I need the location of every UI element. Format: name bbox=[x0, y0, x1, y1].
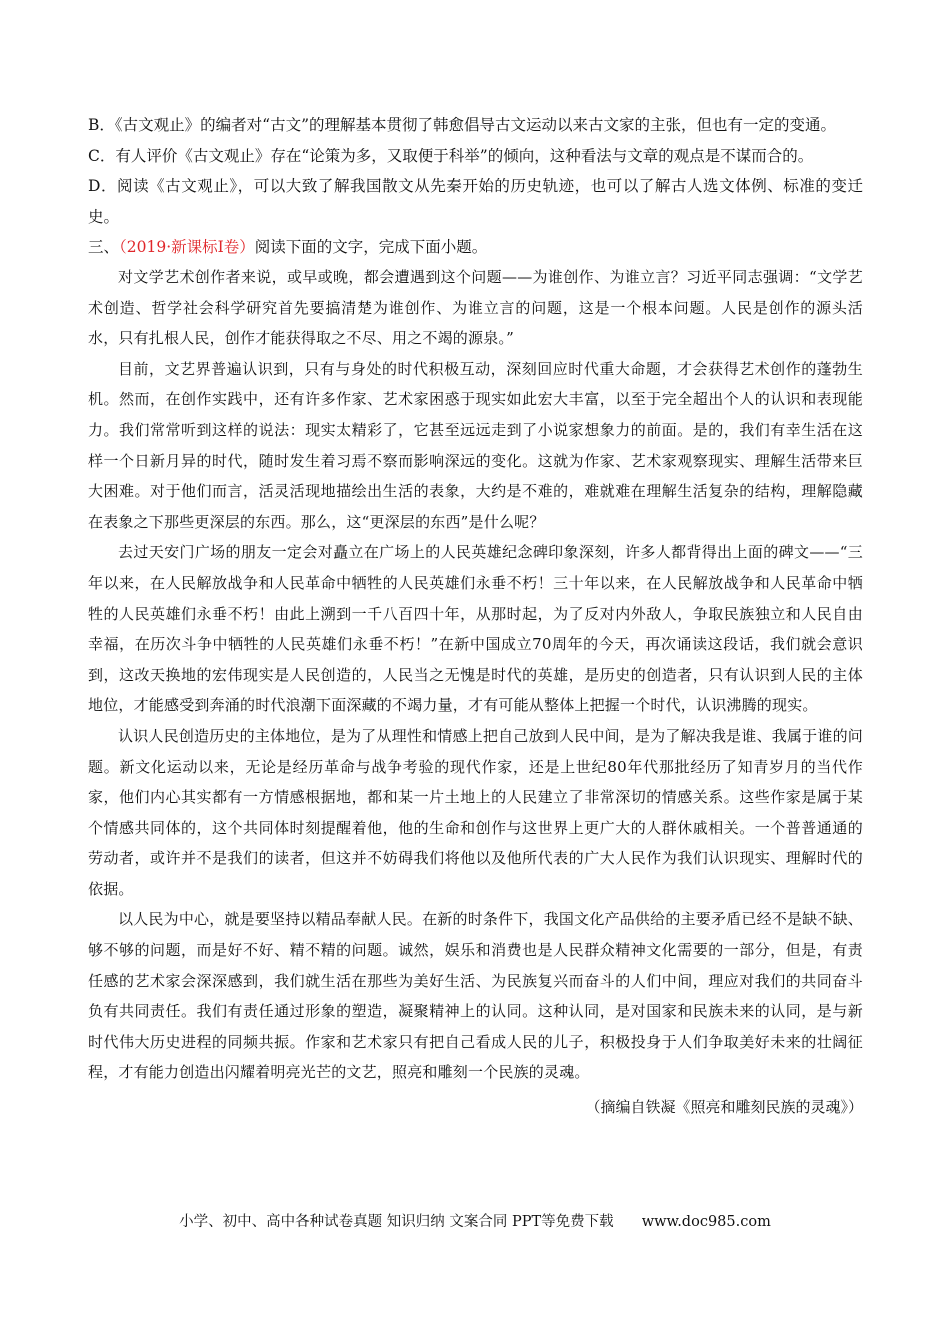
option-b: B．《古文观止》的编者对“古文”的理解基本贯彻了韩愈倡导古文运动以来古文家的主张，但也有一定的变通。 bbox=[88, 116, 836, 134]
passage-paragraph-2: 目前，文艺界普遍认识到，只有与身处的时代积极互动，深刻回应时代重大命题，才会获得艺术创作的蓬勃生机。然而，在创作实践中，还有许多作家、艺术家困惑于现实如此宏大丰富，以至于完全超出个人的认识和表现能力。我们常常听到这样的说法：现实太精彩了，它甚至远远走到了小说家想象力的前面。是的，我们有幸生活在这样一个日新月异的时代，随时发生着习焉不察而影响深远的变化。这就为作家、艺术家观察现实、理解生活带来巨大困难。对于他们而言，活灵活现地描绘出生活的表象，大约是不难的，难就难在理解生活复杂的结构，理解隐藏在表象之下那些更深层的东西。那么，这“更深层的东西”是什么呢？ bbox=[88, 359, 863, 531]
option-c: C．有人评价《古文观止》存在“论策为多，又取便于科举”的倾向，这种看法与文章的观点是不谋而合的。 bbox=[88, 146, 814, 165]
page-footer bbox=[0, 1210, 950, 1234]
section-number: 三、 bbox=[88, 238, 120, 256]
option-d: D．阅读《古文观止》，可以大致了解我国散文从先秦开始的历史轨迹，也可以了解古人选文体例、标准的变迁史。 bbox=[88, 177, 863, 226]
passage-citation: （摘编自铁凝《照亮和雕刻民族的灵魂》） bbox=[585, 1098, 863, 1117]
passage-paragraph-3: 去过天安门广场的朋友一定会对矗立在广场上的人民英雄纪念碑印象深刻，许多人都背得出上面的碑文——“三年以来，在人民解放战争和人民革命中牺牲的人民英雄们永垂不朽！三十年以来，在人民解放战争和人民革命中牺牲的人民英雄们永垂不朽！由此上溯到一千八百四十年，从那时起，为了反对内外敌人，争取民族独立和人民自由幸福，在历次斗争中牺牲的人民英雄们永垂不朽！”在新中国成立70周年的今天，再次诵读这段话，我们就会意识到，这改天换地的宏伟现实是人民创造的，人民当之无愧是时代的英雄，是历史的创造者，只有认识到人民的主体地位，才能感受到奔涌的时代浪潮下面深藏的不竭力量，才有可能从整体上把握一个时代，认识沸腾的现实。 bbox=[88, 543, 863, 715]
passage-paragraph-1: 对文学艺术创作者来说，或早或晚，都会遭遇到这个问题——为谁创作、为谁立言？习近平同志强调：“文学艺术创造、哲学社会科学研究首先要搞清楚为谁创作、为谁立言的问题，这是一个根本问题。人民是创作的源头活水，只有扎根人民，创作才能获得取之不尽、用之不竭的源泉。” bbox=[88, 268, 863, 348]
passage-paragraph-5: 以人民为中心，就是要坚持以精品奉献人民。在新的时条件下，我国文化产品供给的主要矛盾已经不是缺不缺、够不够的问题，而是好不好、精不精的问题。诚然，娱乐和消费也是人民群众精神文化需要的一部分，但是，有责任感的艺术家会深深感到，我们就生活在那些为美好生活、为民族复兴而奋斗的人们中间，理应对我们的共同奋斗负有共同责任。我们有责任通过形象的塑造，凝聚精神上的认同。这种认同，是对国家和民族未来的认同，是与新时代伟大历史进程的同频共振。作家和艺术家只有把自己看成人民的儿子，积极投身于人们争取美好未来的壮阔征程，才有能力创造出闪耀着明亮光芒的文艺，照亮和雕刻一个民族的灵魂。 bbox=[88, 910, 863, 1082]
section-instruction: 阅读下面的文字，完成下面小题。 bbox=[254, 238, 488, 256]
footer-site: www.doc985.com bbox=[641, 1214, 771, 1230]
footer-text: 小学、初中、高中各种试卷真题 知识归纳 文案合同 PPT等免费下载 bbox=[179, 1214, 614, 1230]
exam-source: （2019·新课标I卷） bbox=[119, 238, 255, 256]
document-page bbox=[88, 110, 863, 1122]
section-heading bbox=[88, 232, 863, 262]
passage-paragraph-4: 认识人民创造历史的主体地位，是为了从理性和情感上把自己放到人民中间，是为了解决我是谁、我属于谁的问题。新文化运动以来，无论是经历革命与战争考验的现代作家，还是上世纪80年代那批经历了知青岁月的当代作家，他们内心其实都有一方情感根据地，都和某一片土地上的人民建立了非常深切的情感关系。这些作家是属于某个情感共同体的，这个共同体时刻提醒着他，他的生命和创作与这世界上更广大的人群休戚相关。一个普普通通的劳动者，或许并不是我们的读者，但这并不妨碍我们将他以及他所代表的广大人民作为我们认识现实、理解时代的依据。 bbox=[88, 726, 863, 898]
